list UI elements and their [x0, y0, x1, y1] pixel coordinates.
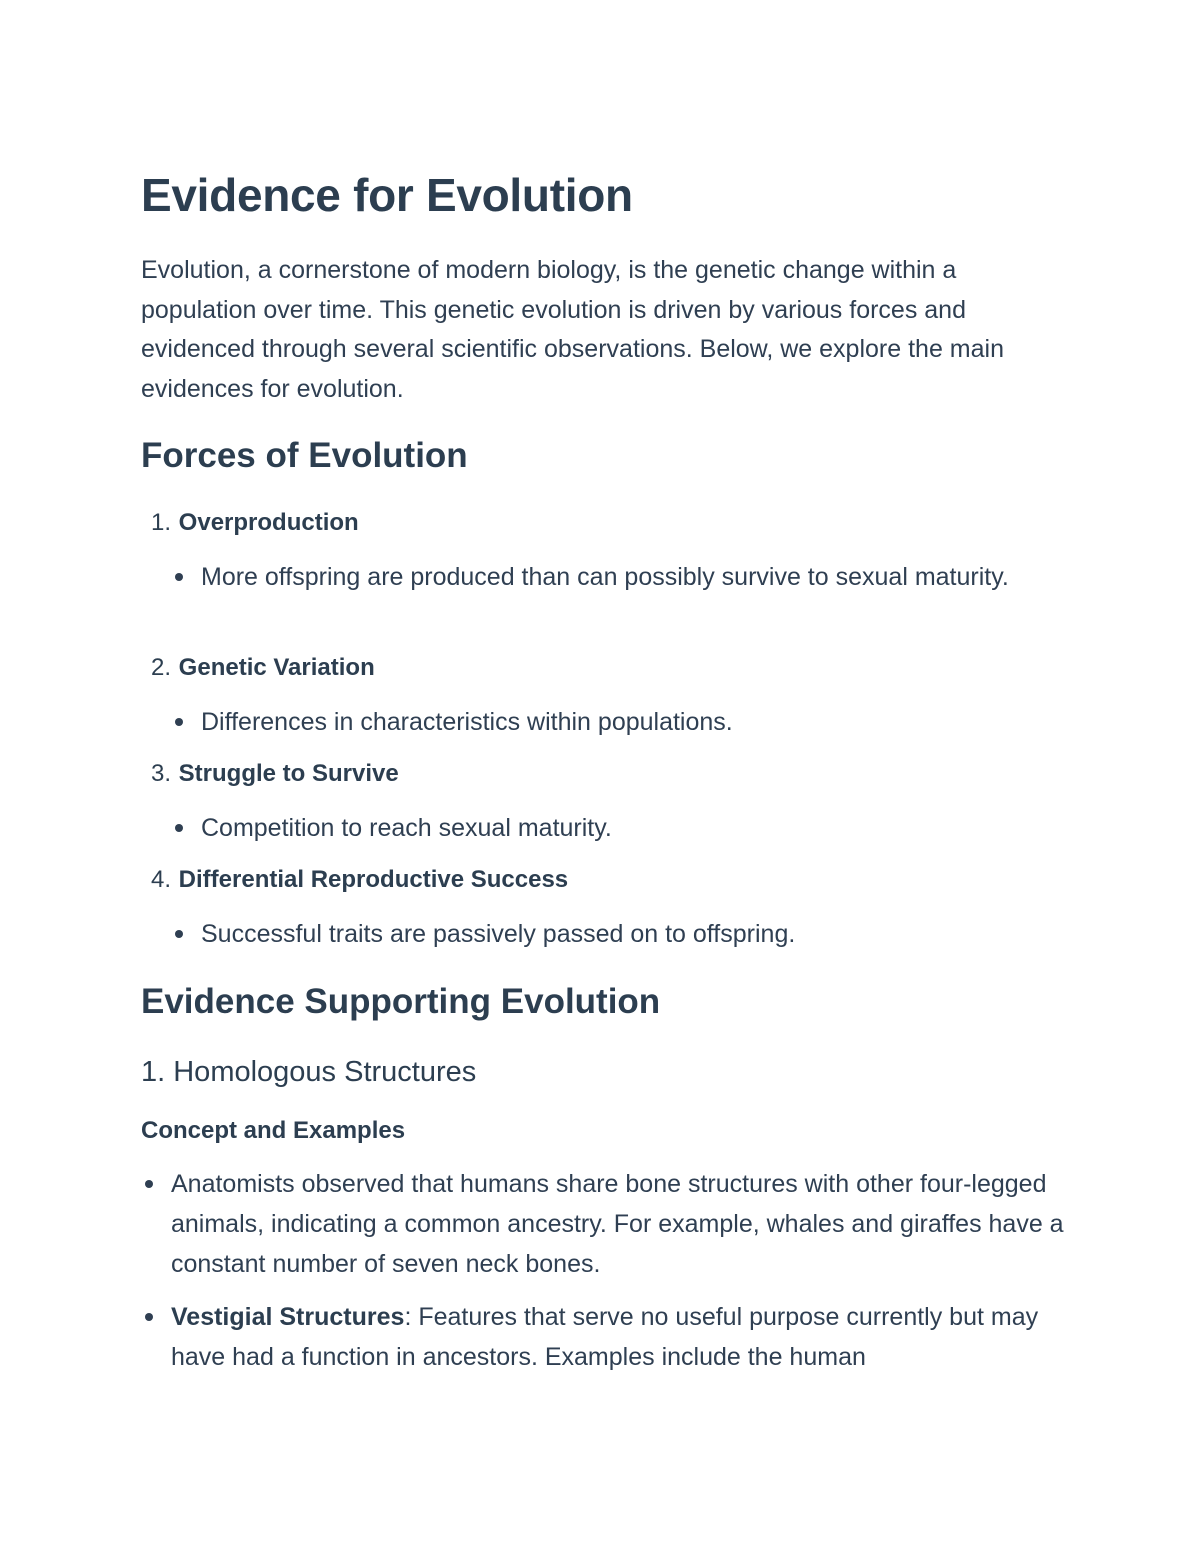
force-item-genetic-variation — [141, 652, 375, 684]
force-number: 2. — [150, 654, 171, 681]
force-number: 1. — [150, 509, 171, 536]
force-number: 4. — [150, 866, 171, 893]
force-item-reproductive-success — [141, 864, 568, 896]
force-title: Struggle to Survive — [178, 760, 399, 787]
force-number: 3. — [150, 760, 171, 787]
force-detail-genetic-variation: Differences in characteristics within populations. — [171, 702, 1011, 742]
force-title: Genetic Variation — [178, 654, 375, 681]
force-item-struggle — [141, 758, 399, 790]
section-heading-homologous: 1. Homologous Structures — [141, 1056, 477, 1088]
page-title: Evidence for Evolution — [141, 169, 633, 221]
bullet-text: Anatomists observed that humans share bone structures with other four-legged animals, indicating a common ancestry. For example, whales and giraffes have a constant number of seven neck bones. — [171, 1170, 1064, 1278]
force-title: Overproduction — [178, 509, 359, 536]
concept-subheading: Concept and Examples — [141, 1117, 406, 1144]
bullet-lead: Vestigial Structures — [171, 1303, 405, 1331]
bullet-text: : Features that serve no useful purpose currently but may have had a function in ancestors. Examples include the human — [171, 1303, 1039, 1371]
forces-heading: Forces of Evolution — [141, 436, 468, 475]
force-title: Differential Reproductive Success — [178, 866, 569, 893]
evidence-heading: Evidence Supporting Evolution — [141, 982, 661, 1021]
evidence-bullet-vestigial — [141, 1297, 1071, 1377]
intro-paragraph: Evolution, a cornerstone of modern biology, is the genetic change within a population over time. This genetic evolution is driven by various forces and evidenced through several scientific observations. Below, we explore the main evidences for evolution. — [141, 256, 1004, 403]
evidence-bullet-anatomy — [141, 1164, 1071, 1284]
force-detail-reproductive-success: Successful traits are passively passed on to offspring. — [171, 914, 1011, 954]
force-detail-overproduction: More offspring are produced than can possibly survive to sexual maturity. — [171, 557, 1011, 597]
force-detail-struggle: Competition to reach sexual maturity. — [171, 808, 1011, 848]
force-item-overproduction — [141, 507, 359, 539]
